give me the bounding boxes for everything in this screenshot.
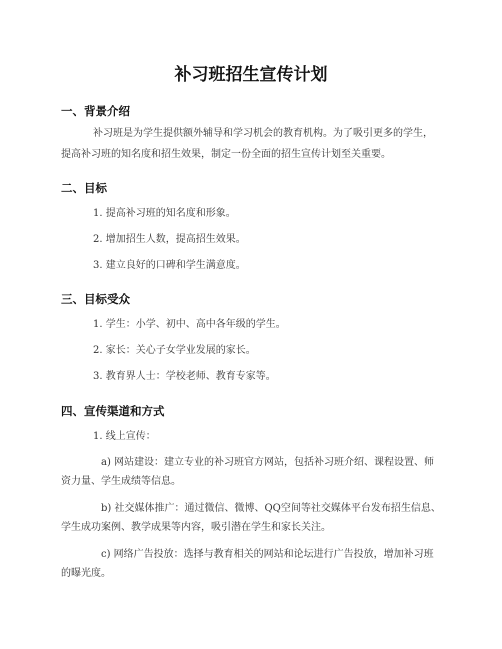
subheading-online: 1. 线上宣传： [93, 431, 156, 442]
list-item: 2. 增加招生人数，提高招生效果。 [93, 234, 246, 245]
list-item: 1. 提高补习班的知名度和形象。 [93, 208, 236, 219]
paragraph-line: a) 网站建设：建立专业的补习班官方网站，包括补习班介绍、课程设置、师 [101, 457, 435, 468]
section-heading-goals: 二、目标 [61, 181, 107, 195]
paragraph-line: 提高补习班的知名度和招生效果，制定一份全面的招生宣传计划至关重要。 [61, 149, 391, 160]
list-item: 2. 家长：关心子女学业发展的家长。 [93, 345, 256, 356]
section-heading-background: 一、背景介绍 [61, 104, 130, 118]
document-title: 补习班招生宣传计划 [174, 65, 328, 85]
paragraph-line: 补习班是为学生提供额外辅导和学习机会的教育机构。为了吸引更多的学生， [93, 128, 433, 139]
paragraph-line: 学生成功案例、教学成果等内容，吸引潜在学生和家长关注。 [61, 522, 331, 533]
list-item: 3. 教育界人士：学校老师、教育专家等。 [93, 371, 276, 382]
list-item: 3. 建立良好的口碑和学生满意度。 [93, 260, 246, 271]
paragraph-line: 资力量、学生成绩等信息。 [61, 476, 181, 487]
paragraph-line: 的曝光度。 [61, 568, 111, 579]
paragraph-line: b) 社交媒体推广：通过微信、微博、QQ空间等社交媒体平台发布招生信息、 [101, 503, 441, 514]
section-heading-audience: 三、目标受众 [61, 292, 130, 306]
list-item: 1. 学生：小学、初中、高中各年级的学生。 [93, 319, 286, 330]
paragraph-line: c) 网络广告投放：选择与教育相关的网站和论坛进行广告投放，增加补习班 [101, 549, 434, 560]
section-heading-channels: 四、宣传渠道和方式 [61, 404, 165, 418]
